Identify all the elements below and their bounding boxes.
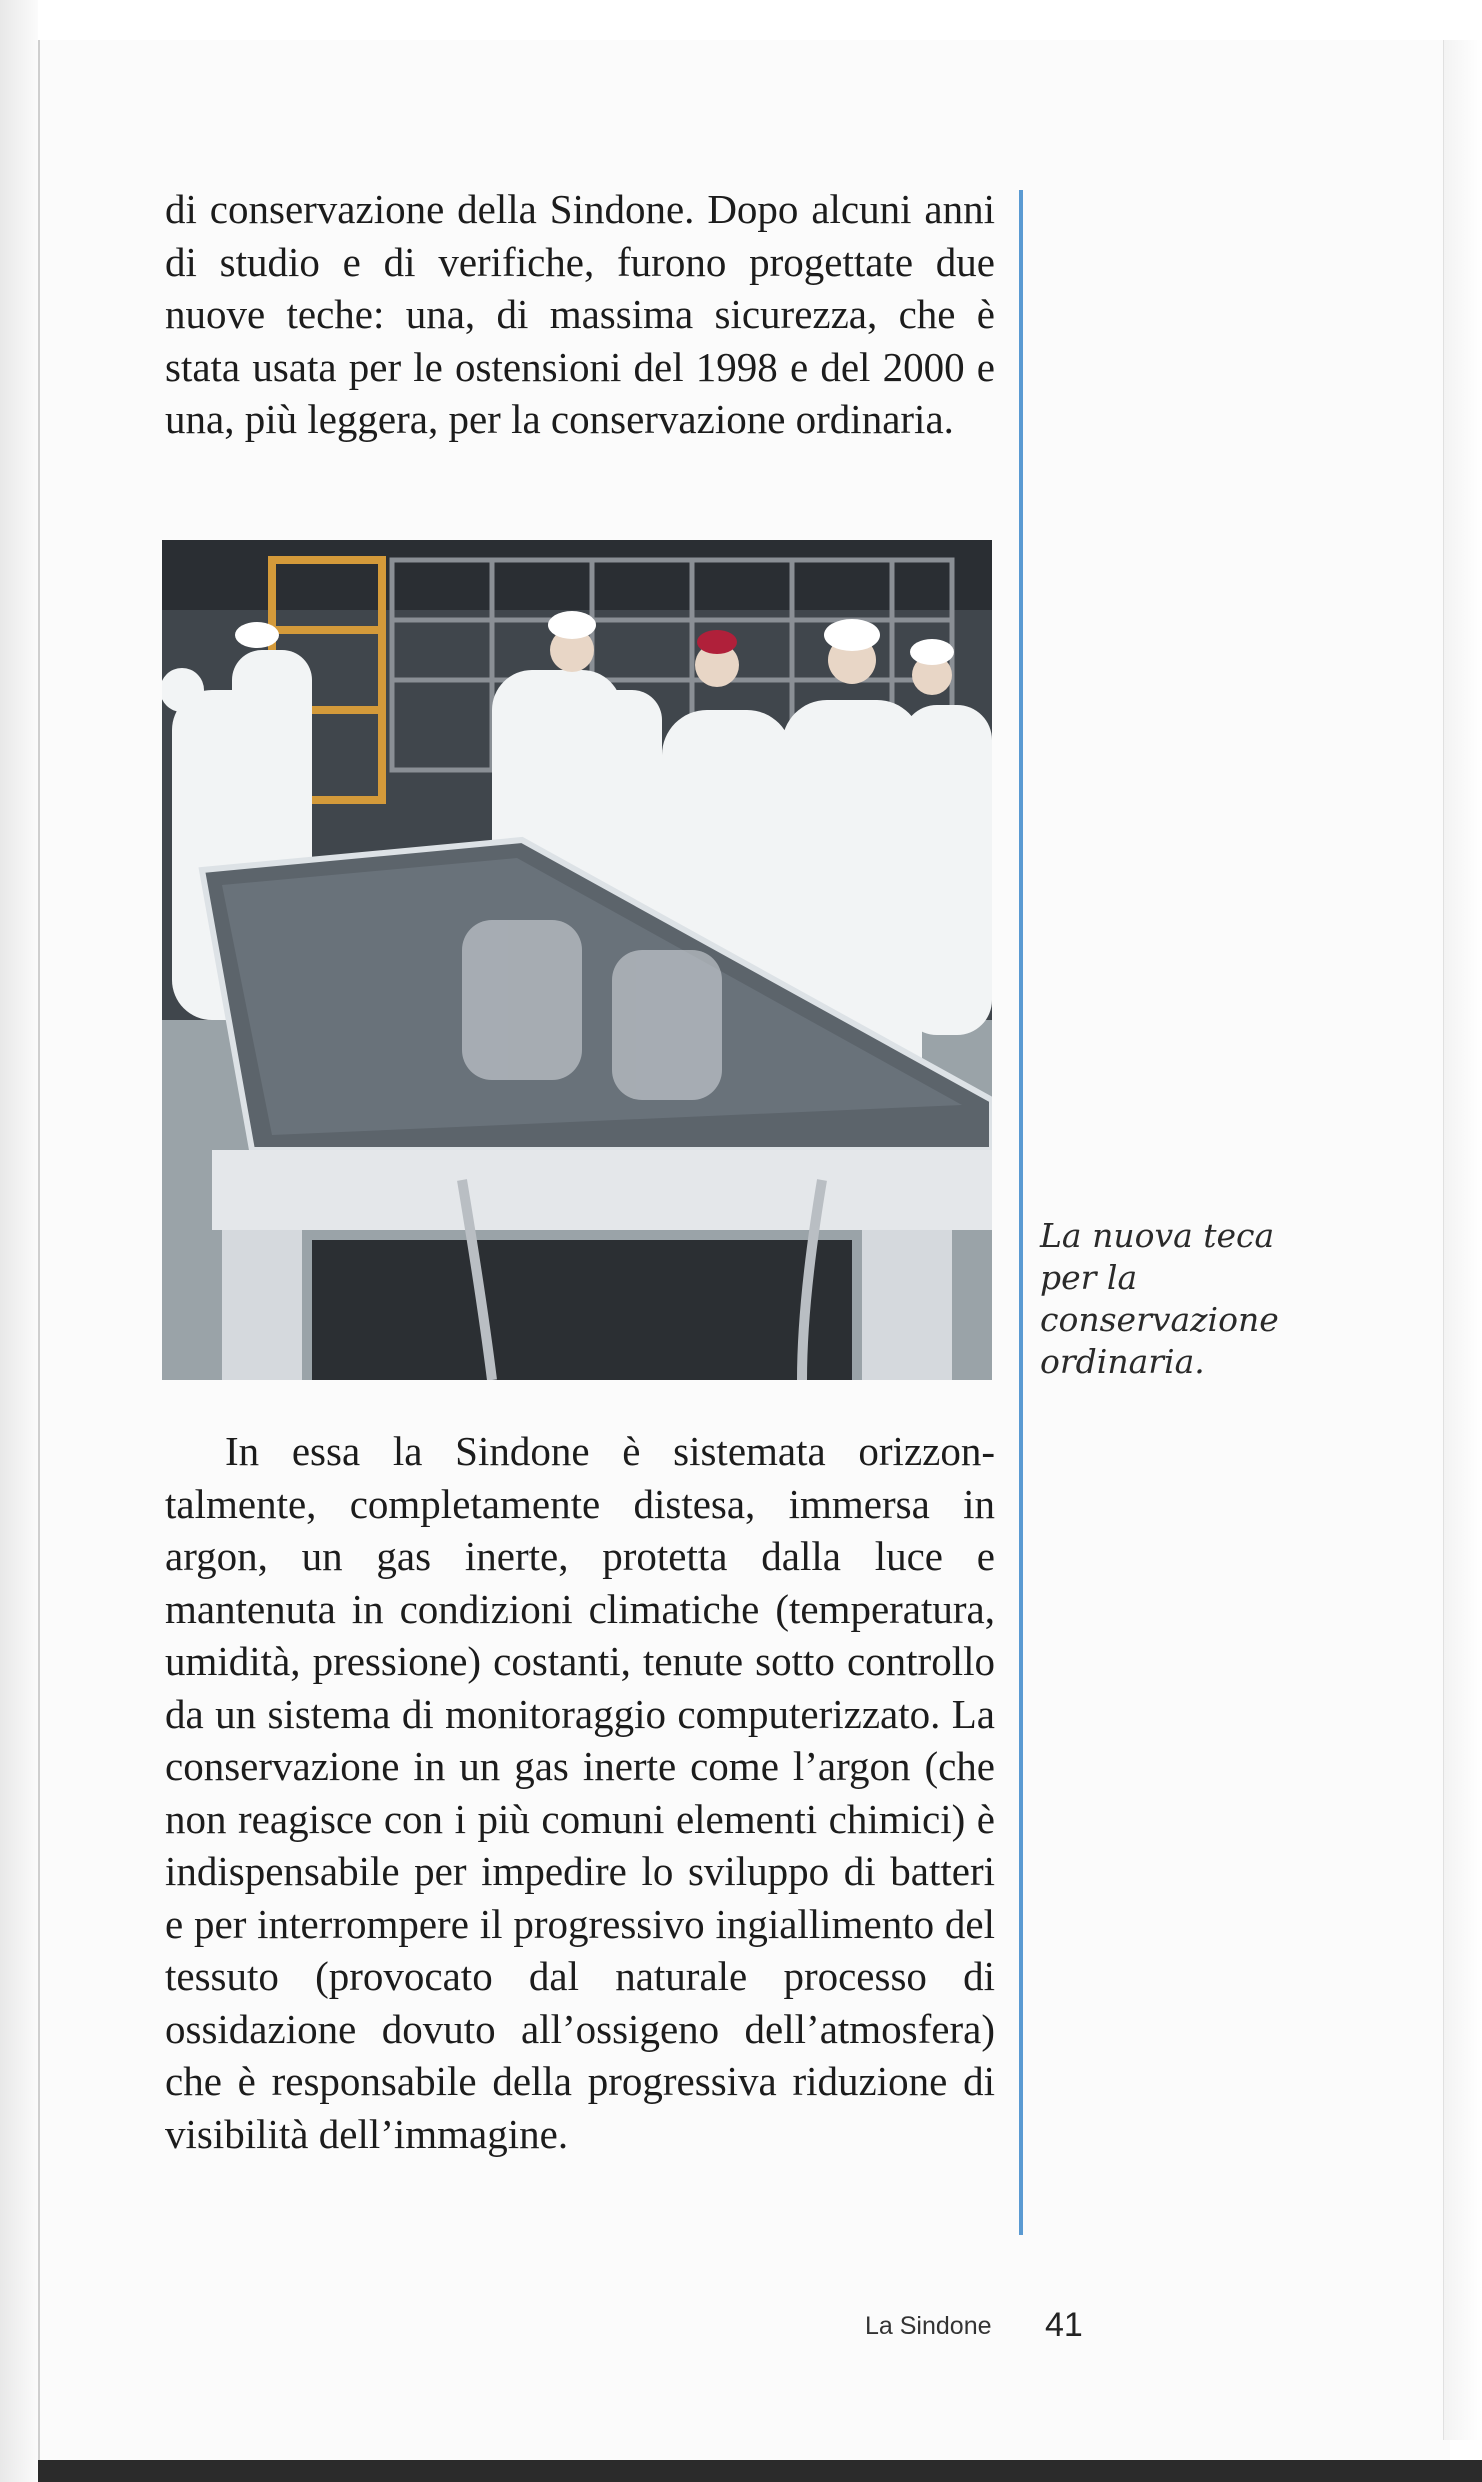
- scan-bottom-edge: [38, 2460, 1482, 2482]
- photo-illustration: [162, 540, 992, 1380]
- paragraph-bottom: In essa la Sindone è sistemata orizzontalmente, completamente distesa, immersa in argon, un gas inerte, protetta dalla luce e mantenuta in condizioni climatiche (temperatura, umidità, pressione) costanti, tenute sotto controllo da un sistema di monitoraggio computerizzato. La conservazione in un gas inerte come l’argon (che non reagisce con i più comuni elementi chimici) è indispensabile per impedire lo sviluppo di batteri e per interrompere il progressivo ingiallimento del tessuto (provocato dal naturale processo di ossidazione dovuto all’ossigeno dell’atmosfera) che è responsabile della progressiva riduzione di visibilità dell’immagine.: [165, 1428, 995, 2157]
- photo-display-case: [162, 540, 992, 1380]
- page-number: 41: [1045, 2306, 1083, 2344]
- photo-caption: La nuova teca per la conservazione ordinaria.: [1040, 1216, 1279, 1381]
- paragraph-top: di conservazione della Sindone. Dopo alcuni anni di studio e di verifiche, furono progettate due nuove teche: una, di massima sicurezza, che è stata usata per le ostensioni del 1998 e del 2000 e una, più leggera, per la conservazione ordinaria.: [165, 186, 995, 442]
- accent-vertical-rule: [1019, 190, 1023, 2235]
- page-right-edge: [1443, 40, 1482, 2440]
- page-gutter-shadow: [0, 0, 38, 2482]
- running-footer-title: La Sindone: [865, 2312, 992, 2340]
